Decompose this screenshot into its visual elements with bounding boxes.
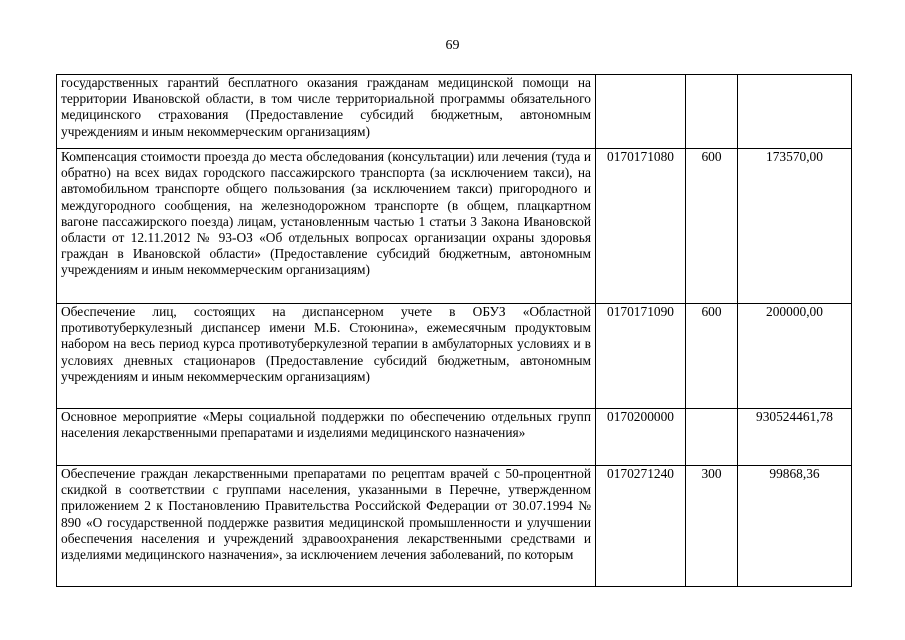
table-row	[57, 409, 852, 466]
row-description: Обеспечение лиц, состоящих на диспансерном учете в ОБУЗ «Областной противотуберкулезный диспансер имени М.Б. Стоюнина», ежемесячным продуктовым набором на весь период курса противотуберкулезной терапии в амбулаторных условиях и в условиях дневных стационаров (Предоставление субсидий бюджетным, автономным учреждениям и иным некоммерческим организациям)	[57, 304, 596, 409]
row-amount	[738, 75, 852, 149]
row-target-code: 0170271240	[596, 466, 686, 587]
row-expense-type	[686, 409, 738, 466]
row-target-code: 0170200000	[596, 409, 686, 466]
row-expense-type: 600	[686, 304, 738, 409]
row-amount: 99868,36	[738, 466, 852, 587]
table-row	[57, 304, 852, 409]
row-expense-type	[686, 75, 738, 149]
row-target-code	[596, 75, 686, 149]
row-amount: 200000,00	[738, 304, 852, 409]
row-amount: 173570,00	[738, 149, 852, 304]
row-description: Компенсация стоимости проезда до места обследования (консультации) или лечения (туда и обратно) на всех видах городского пассажирского транспорта (за исключением такси), на автомобильном транспорте общего пользования (за исключением такси) пригородного и междугородного сообщения, на железнодорожном транспорте (в общем, плацкартном вагоне пассажирского поезда) лицам, установленным частью 1 статьи 3 Закона Ивановской области от 12.11.2012 № 93-ОЗ «Об отдельных вопросах организации охраны здоровья граждан в Ивановской области» (Предоставление субсидий бюджетным, автономным учреждениям и иным некоммерческим организациям)	[57, 149, 596, 304]
row-target-code: 0170171090	[596, 304, 686, 409]
table-row	[57, 466, 852, 587]
table-row	[57, 75, 852, 149]
row-description: Обеспечение граждан лекарственными препаратами по рецептам врачей с 50-процентной скидкой в соответствии с группами населения, указанными в Перечне, утвержденном приложением 2 к Постановлению Правительства Российской Федерации от 30.07.1994 № 890 «О государственной поддержке развития медицинской промышленности и улучшении обеспечения населения и учреждений здравоохранения лекарственными средствами и изделиями медицинского назначения», за исключением лечения заболеваний, по которым	[57, 466, 596, 587]
row-description: Основное мероприятие «Меры социальной поддержки по обеспечению отдельных групп населения лекарственными препаратами и изделиями медицинского назначения»	[57, 409, 596, 466]
budget-table	[56, 74, 852, 587]
row-expense-type: 300	[686, 466, 738, 587]
table-row	[57, 149, 852, 304]
row-expense-type: 600	[686, 149, 738, 304]
row-description: государственных гарантий бесплатного оказания гражданам медицинской помощи на территории Ивановской области, в том числе территориальной программы обязательного медицинского страхования (Предоставление субсидий бюджетным, автономным учреждениям и иным некоммерческим организациям)	[57, 75, 596, 149]
row-target-code: 0170171080	[596, 149, 686, 304]
row-amount: 930524461,78	[738, 409, 852, 466]
page-number: 69	[445, 38, 460, 53]
